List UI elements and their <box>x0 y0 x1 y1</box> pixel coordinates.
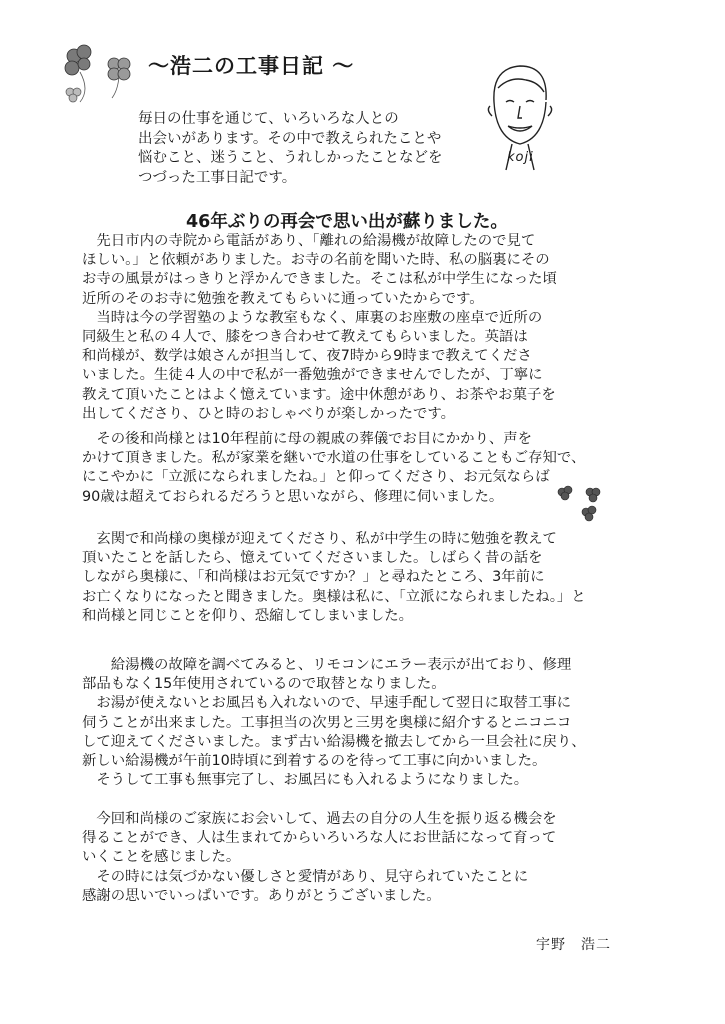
portrait-caption: koji <box>507 150 534 165</box>
article-paragraph-1: 先日市内の寺院から電話があり、「離れの給湯機が故障したので見て ほしい。」と依頼がありました。お寺の名前を聞いた時、私の脳裏にその お寺の風景がはっきりと浮かんできました。そこは私が中学生になった頃 近所のそのお寺に勉強を教えてもらいに通っていたからです。 当時は今の学習塾のような教室もなく、庫裏のお座敷の座卓で近所の 同級生と私の４人で、膝をつき合わせて教えてもらいました。英語は 和尚様が、数学は娘さんが担当して、夜7時から9時まで教えてくださ いました。生徒４人の中で私が一番勉強ができませんでしたが、丁寧に 教えて頂いたことはよく憶えています。途中休憩があり、お茶やお菓子を 出してくださり、ひと時のおしゃべりが楽しかったです。 <box>82 233 557 422</box>
author-signature: 宇野 浩二 <box>536 937 611 953</box>
intro-text: 毎日の仕事を通じて、いろいろな人との 出会いがあります。その中で教えられたことや 悩むこと、迷うこと、うれしかったことなどを つづった工事日記です。 <box>138 111 443 186</box>
flower-icon <box>552 484 612 526</box>
article-headline: 46年ぶりの再会で思い出が蘇りました。 <box>186 212 508 232</box>
article-paragraph-3: 玄関で和尚様の奥様が迎えてくださり、私が中学生の時に勉強を教えて 頂いたことを話したら、憶えていてくださいました。しばらく昔の話を しながら奥様に、「和尚様はお元気ですか？」と尋ねたところ、3年前に お亡くなりになったと聞きました。奥様は私に、「立派になられましたね。」と 和尚様と同じことを仰り、恐縮してしまいました。 <box>82 531 586 624</box>
article-paragraph-2: その後和尚様とは10年程前に母の親戚の葬儀でお目にかかり、声を かけて頂きました。私が家業を継いで水道の仕事をしていることもご存知で、 にこやかに「立派になられましたね。」と仰ってくださり、お元気ならば 90歳は超えておられるだろうと思いながら、修理に伺いました。 <box>82 431 586 505</box>
article-paragraph-5: 今回和尚様のご家族にお会いして、過去の自分の人生を振り返る機会を 得ることができ、人は生まれてからいろいろな人にお世話になって育って いくことを感じました。 その時には気づかない優しさと愛情があり、見守られていたことに 感謝の思いでいっぱいです。ありがとうございました。 <box>82 811 557 904</box>
clover-icon <box>60 42 140 108</box>
article-paragraph-4: 給湯機の故障を調べてみると、リモコンにエラー表示が出ており、修理 部品もなく15年使用されているので取替となりました。 お湯が使えないとお風呂も入れないので、早速手配して翌日に取替工事に 伺うことが出来ました。工事担当の次男と三男を奥様に紹介するとニコニコ して迎えてくださいました。まず古い給湯機を撤去してから一旦会社に戻り、 新しい給湯機が午前10時頃に到着するのを待って工事に向かいました。 そうして工事も無事完了し、お風呂にも入れるようになりました。 <box>82 657 586 789</box>
page-title: ～浩二の工事日記 ～ <box>148 54 355 78</box>
